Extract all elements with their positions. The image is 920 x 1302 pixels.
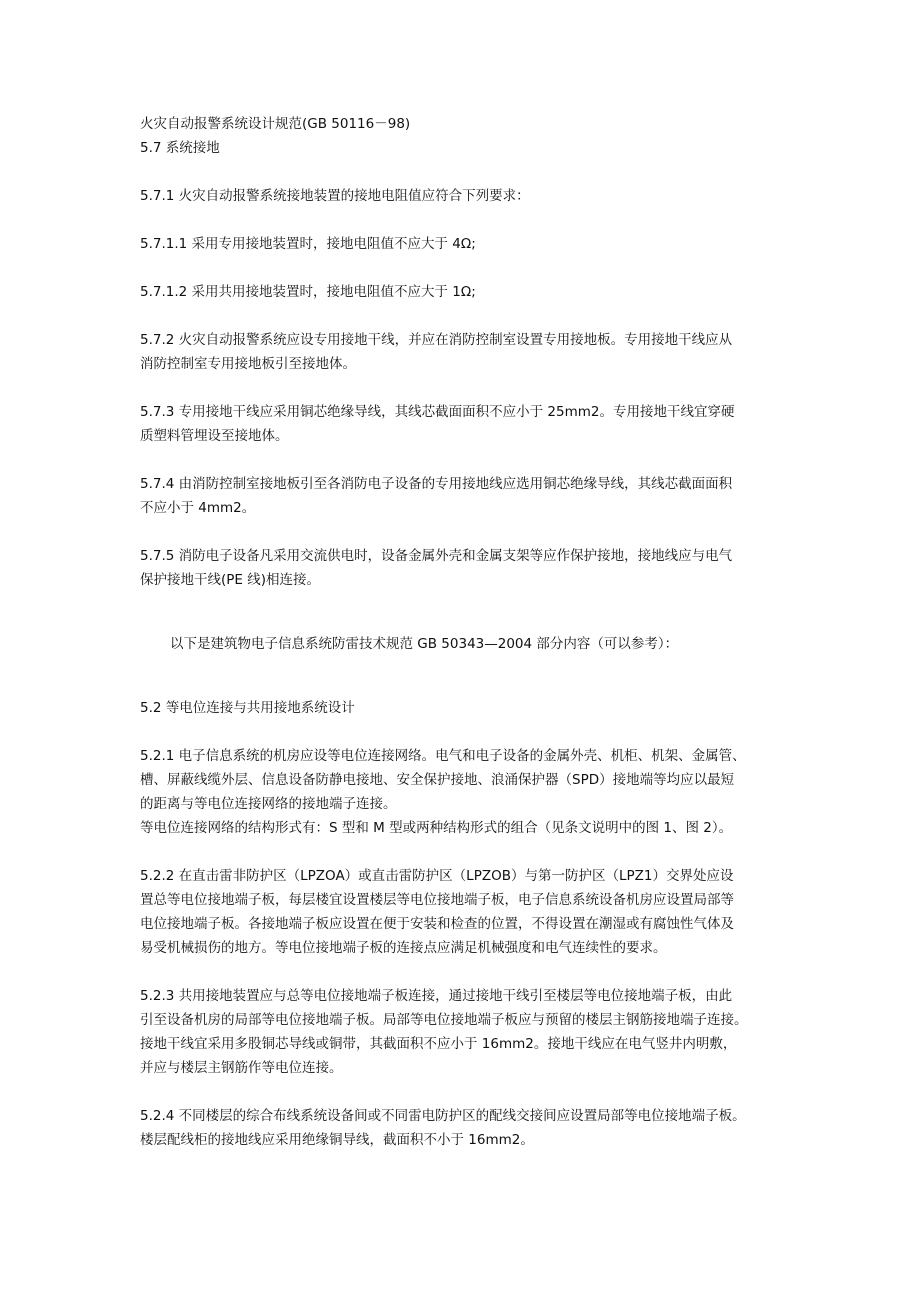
paragraph-line: 等电位连接网络的结构形式有：S 型和 M 型或两种结构形式的组合（见条文说明中的图 1、图 2）。 [140,820,733,836]
paragraph-line: 5.7.5 消防电子设备凡采用交流供电时，设备金属外壳和金属支架等应作保护接地，接地线应与电气 [140,548,733,564]
paragraph-line: 5.7.2 火灾自动报警系统应设专用接地干线，并应在消防控制室设置专用接地板。专用接地干线应从 [140,332,733,348]
clause-5-7-1-2: 5.7.1.2 采用共用接地装置时，接地电阻值不应大于 1Ω; [140,284,476,300]
clause-5-7-1: 5.7.1 火灾自动报警系统接地装置的接地电阻值应符合下列要求： [140,188,530,204]
paragraph-line: 易受机械损伤的地方。等电位接地端子板的连接点应满足机械强度和电气连续性的要求。 [140,940,667,956]
document-title: 火灾自动报警系统设计规范(GB 50116－98) [140,116,411,132]
paragraph-line: 5.2.3 共用接地装置应与总等电位接地端子板连接，通过接地干线引至楼层等电位接地端子板，由此 [140,988,733,1004]
paragraph-line: 电位接地端子板。各接地端子板应设置在便于安装和检查的位置，不得设置在潮湿或有腐蚀性气体及 [140,916,734,932]
reference-note: 以下是建筑物电子信息系统防雷技术规范 GB 50343—2004 部分内容（可以参考）： [170,636,679,652]
clause-5-7-3 [140,400,800,448]
paragraph-line: 楼层配线柜的接地线应采用绝缘铜导线，截面积不小于 16mm2。 [140,1132,534,1148]
clause-5-7-2 [140,328,800,376]
paragraph-line: 5.2.1 电子信息系统的机房应设等电位连接网络。电气和电子设备的金属外壳、机柜、机架、金属管、 [140,748,746,764]
clause-5-2-3 [140,984,800,1080]
clause-5-2-4 [140,1104,800,1152]
paragraph-line: 不应小于 4mm2。 [140,500,256,516]
clause-5-7-4 [140,472,800,520]
paragraph-line: 保护接地干线(PE 线)相连接。 [140,572,320,588]
clause-5-2-1 [140,744,800,840]
paragraph-line: 置总等电位接地端子板，每层楼宜设置楼层等电位接地端子板，电子信息系统设备机房应设置局部等 [140,892,734,908]
section-5-2-heading: 5.2 等电位连接与共用接地系统设计 [140,700,355,716]
paragraph-line: 引至设备机房的局部等电位接地端子板。局部等电位接地端子板应与预留的楼层主钢筋接地端子连接。 [140,1012,748,1028]
paragraph-line: 5.7.3 专用接地干线应采用铜芯绝缘导线，其线芯截面面积不应小于 25mm2。专用接地干线宜穿硬 [140,404,735,420]
paragraph-line: 并应与楼层主钢筋作等电位连接。 [140,1060,343,1076]
paragraph-line: 5.2.4 不同楼层的综合布线系统设备间或不同雷电防护区的配线交接间应设置局部等电位接地端子板。 [140,1108,746,1124]
section-5-7-heading: 5.7 系统接地 [140,140,220,156]
clause-5-2-2 [140,864,800,960]
paragraph-line: 接地干线宜采用多股铜芯导线或铜带，其截面积不应小于 16mm2。接地干线应在电气竖井内明敷， [140,1036,737,1052]
clause-5-7-1-1: 5.7.1.1 采用专用接地装置时，接地电阻值不应大于 4Ω; [140,236,476,252]
clause-5-7-5 [140,544,800,592]
document-body [140,112,800,1152]
paragraph-line: 5.2.2 在直击雷非防护区（LPZOA）或直击雷防护区（LPZOB）与第一防护区（LPZ1）交界处应设 [140,868,734,884]
paragraph-line: 消防控制室专用接地板引至接地体。 [140,356,356,372]
paragraph-line: 质塑料管埋设至接地体。 [140,428,289,444]
paragraph-line: 的距离与等电位连接网络的接地端子连接。 [140,796,397,812]
paragraph-line: 5.7.4 由消防控制室接地板引至各消防电子设备的专用接地线应选用铜芯绝缘导线，其线芯截面面积 [140,476,733,492]
paragraph-line: 槽、屏蔽线缆外层、信息设备防静电接地、安全保护接地、浪涌保护器（SPD）接地端等均应以最短 [140,772,735,788]
